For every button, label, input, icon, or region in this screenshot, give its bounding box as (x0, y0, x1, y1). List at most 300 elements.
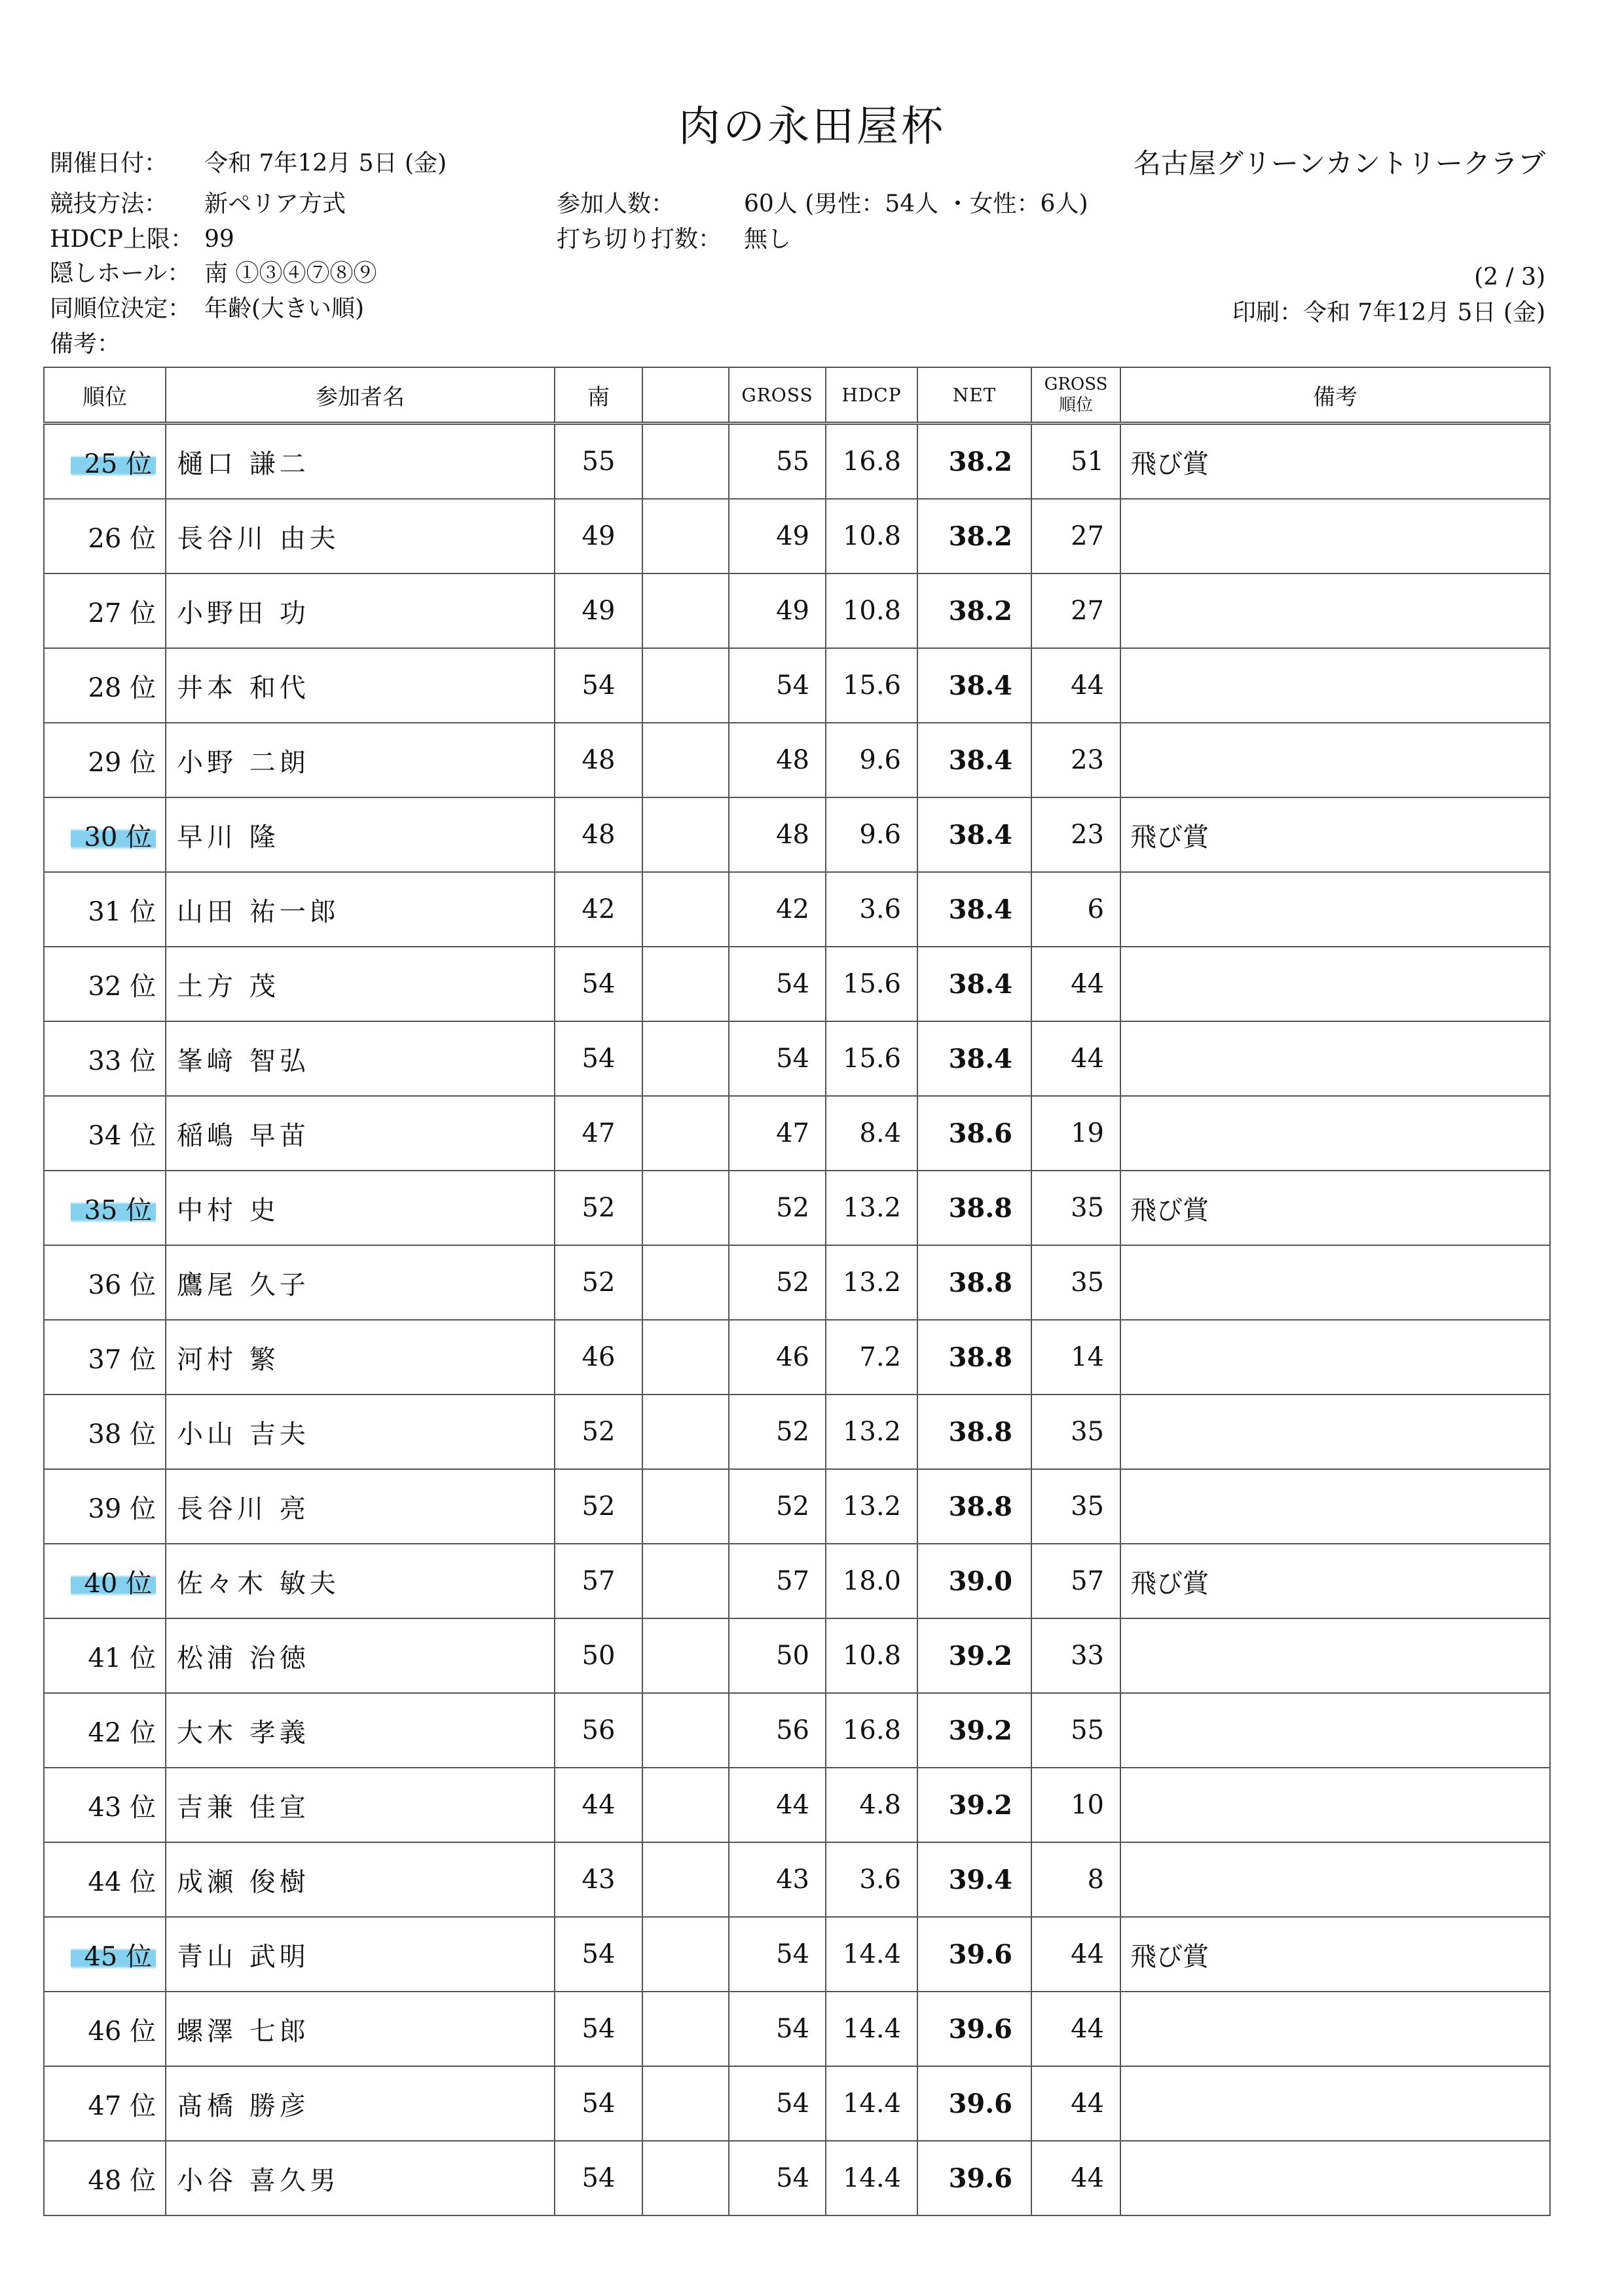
table-row (44, 1469, 1550, 1544)
net-cell: 38.4 (917, 723, 1031, 797)
rank-cell (44, 1544, 166, 1618)
rank-text-highlighted: 25 位 (71, 449, 156, 479)
rank-text: 41 位 (88, 1643, 156, 1673)
gross-cell: 52 (729, 1245, 826, 1320)
method-line (50, 190, 346, 219)
gross-rank-cell: 55 (1031, 1693, 1120, 1768)
rank-text-highlighted: 45 位 (71, 1942, 156, 1972)
blank-cell (642, 1768, 729, 1842)
header-net: NET (917, 367, 1031, 424)
table-row (44, 1842, 1550, 1917)
net-cell: 38.4 (917, 1021, 1031, 1096)
table-row (44, 574, 1550, 648)
table-row (44, 648, 1550, 723)
remarks-cell: 飛び賞 (1120, 1917, 1550, 1992)
hdcp-cell: 18.0 (826, 1544, 917, 1618)
remarks-cell (1120, 1021, 1550, 1096)
blank-cell (642, 1320, 729, 1394)
rank-text: 36 位 (88, 1269, 156, 1300)
table-row (44, 2066, 1550, 2141)
table-row (44, 797, 1550, 872)
table-row (44, 1021, 1550, 1096)
gross-cell: 49 (729, 574, 826, 648)
name-cell: 長谷川 亮 (166, 1469, 555, 1544)
blank-cell (642, 1245, 729, 1320)
south-score-cell: 49 (555, 499, 642, 574)
table-row (44, 424, 1550, 500)
gross-cell: 57 (729, 1544, 826, 1618)
south-score-cell: 44 (555, 1768, 642, 1842)
blank-cell (642, 499, 729, 574)
remarks-line (50, 330, 120, 359)
blank-cell (642, 1842, 729, 1917)
table-row (44, 1992, 1550, 2066)
net-cell: 38.8 (917, 1171, 1031, 1245)
net-cell: 39.6 (917, 2066, 1031, 2141)
rank-cell (44, 1693, 166, 1768)
blank-cell (642, 1096, 729, 1171)
hdcp-cell: 13.2 (826, 1469, 917, 1544)
rank-text-highlighted: 30 位 (71, 822, 156, 852)
hdcp-cell: 14.4 (826, 1917, 917, 1992)
gross-cell: 42 (729, 872, 826, 947)
name-cell: 髙橋 勝彦 (166, 2066, 555, 2141)
gross-cell: 55 (729, 424, 826, 500)
table-row (44, 499, 1550, 574)
blank-cell (642, 1917, 729, 1992)
rank-cell (44, 424, 166, 500)
remarks-cell (1120, 947, 1550, 1021)
rank-text: 33 位 (88, 1046, 156, 1076)
remarks-cell (1120, 1320, 1550, 1394)
gross-rank-cell: 27 (1031, 499, 1120, 574)
rank-text: 29 位 (88, 747, 156, 778)
blank-cell (642, 424, 729, 500)
south-score-cell: 55 (555, 424, 642, 500)
gross-cell: 52 (729, 1171, 826, 1245)
table-row (44, 1171, 1550, 1245)
table-row (44, 1320, 1550, 1394)
south-score-cell: 54 (555, 1021, 642, 1096)
gross-rank-cell: 44 (1031, 1021, 1120, 1096)
remarks-cell (1120, 1469, 1550, 1544)
hdcp-cell: 3.6 (826, 1842, 917, 1917)
remarks-cell (1120, 1768, 1550, 1842)
hdcp-cell: 14.4 (826, 1992, 917, 2066)
gross-cell: 43 (729, 1842, 826, 1917)
blank-cell (642, 648, 729, 723)
hdcp-value: 99 (204, 226, 234, 253)
rank-text-highlighted: 35 位 (71, 1195, 156, 1226)
blank-cell (642, 1992, 729, 2066)
remarks-cell: 飛び賞 (1120, 1171, 1550, 1245)
gross-rank-cell: 14 (1031, 1320, 1120, 1394)
net-cell: 38.4 (917, 872, 1031, 947)
rank-cell (44, 947, 166, 1021)
net-cell: 39.4 (917, 1842, 1031, 1917)
rank-text: 47 位 (88, 2090, 156, 2121)
rank-text: 38 位 (88, 1419, 156, 1449)
south-score-cell: 43 (555, 1842, 642, 1917)
hdcp-cell: 15.6 (826, 1021, 917, 1096)
table-row (44, 1768, 1550, 1842)
hdcp-cell: 16.8 (826, 424, 917, 500)
rank-text: 27 位 (88, 598, 156, 629)
rank-cell (44, 1469, 166, 1544)
blank-cell (642, 1618, 729, 1693)
gross-cell: 47 (729, 1096, 826, 1171)
south-score-cell: 54 (555, 2066, 642, 2141)
rank-text: 42 位 (88, 1717, 156, 1748)
gross-cell: 56 (729, 1693, 826, 1768)
table-row (44, 1618, 1550, 1693)
rank-text-highlighted: 40 位 (71, 1569, 156, 1599)
rank-text: 44 位 (88, 1867, 156, 1897)
gross-rank-cell: 6 (1031, 872, 1120, 947)
blank-cell (642, 797, 729, 872)
rank-cell (44, 1021, 166, 1096)
net-cell: 39.2 (917, 1693, 1031, 1768)
rank-cell (44, 1917, 166, 1992)
remarks-cell (1120, 872, 1550, 947)
name-cell: 峯﨑 智弘 (166, 1021, 555, 1096)
name-cell: 稲嶋 早苗 (166, 1096, 555, 1171)
tie-label: 同順位決定： (50, 295, 192, 322)
hdcp-cell: 10.8 (826, 499, 917, 574)
header-blank (642, 367, 729, 424)
south-score-cell: 52 (555, 1171, 642, 1245)
gross-cell: 54 (729, 947, 826, 1021)
remarks-cell (1120, 2141, 1550, 2215)
name-cell: 山田 祐一郎 (166, 872, 555, 947)
net-cell: 38.4 (917, 648, 1031, 723)
rank-text: 43 位 (88, 1792, 156, 1823)
hdcp-cell: 16.8 (826, 1693, 917, 1768)
net-cell: 38.2 (917, 499, 1031, 574)
table-row (44, 723, 1550, 797)
tie-line (50, 295, 364, 323)
south-score-cell: 54 (555, 2141, 642, 2215)
net-cell: 39.6 (917, 2141, 1031, 2215)
south-score-cell: 46 (555, 1320, 642, 1394)
net-cell: 38.6 (917, 1096, 1031, 1171)
name-cell: 小野田 功 (166, 574, 555, 648)
blank-cell (642, 723, 729, 797)
rank-text: 48 位 (88, 2165, 156, 2196)
rank-cell (44, 797, 166, 872)
south-score-cell: 54 (555, 947, 642, 1021)
remarks-cell (1120, 1096, 1550, 1171)
header-rank: 順位 (44, 367, 166, 424)
rank-cell (44, 2066, 166, 2141)
gross-cell: 50 (729, 1618, 826, 1693)
remarks-cell (1120, 574, 1550, 648)
gross-rank-cell: 51 (1031, 424, 1120, 500)
gross-rank-cell: 44 (1031, 947, 1120, 1021)
south-score-cell: 54 (555, 1992, 642, 2066)
gross-cell: 52 (729, 1469, 826, 1544)
remarks-cell: 飛び賞 (1120, 797, 1550, 872)
rank-cell (44, 648, 166, 723)
south-score-cell: 56 (555, 1693, 642, 1768)
name-cell: 鷹尾 久子 (166, 1245, 555, 1320)
net-cell: 39.0 (917, 1544, 1031, 1618)
hdcp-cell: 13.2 (826, 1394, 917, 1469)
gross-cell: 54 (729, 648, 826, 723)
net-cell: 38.4 (917, 947, 1031, 1021)
gross-rank-cell: 44 (1031, 1917, 1120, 1992)
remarks-cell (1120, 648, 1550, 723)
name-cell: 大木 孝義 (166, 1693, 555, 1768)
name-cell: 吉兼 佳宣 (166, 1768, 555, 1842)
results-table (43, 367, 1551, 2216)
remarks-cell (1120, 1394, 1550, 1469)
remarks-cell: 飛び賞 (1120, 424, 1550, 500)
blank-cell (642, 872, 729, 947)
rank-text: 37 位 (88, 1344, 156, 1375)
table-row (44, 872, 1550, 947)
gross-cell: 54 (729, 1917, 826, 1992)
cutoff-label: 打ち切り打数： (557, 226, 722, 253)
south-score-cell: 48 (555, 797, 642, 872)
hdcp-label: HDCP上限： (50, 226, 194, 253)
rank-cell (44, 1992, 166, 2066)
name-cell: 小山 吉夫 (166, 1394, 555, 1469)
remarks-cell (1120, 723, 1550, 797)
participants-line (557, 190, 1088, 219)
net-cell: 38.8 (917, 1469, 1031, 1544)
net-cell: 38.2 (917, 574, 1031, 648)
rank-cell (44, 1842, 166, 1917)
method-value: 新ペリア方式 (204, 191, 346, 217)
tie-value: 年齢(大きい順) (204, 295, 365, 322)
south-score-cell: 54 (555, 1917, 642, 1992)
gross-rank-cell: 44 (1031, 2141, 1120, 2215)
rank-text: 34 位 (88, 1120, 156, 1151)
rank-cell (44, 872, 166, 947)
rank-cell (44, 1245, 166, 1320)
gross-rank-cell: 35 (1031, 1171, 1120, 1245)
date-value: 令和 7年12月 5日 (金) (204, 150, 447, 177)
remarks-cell (1120, 1992, 1550, 2066)
header-gross-rank-top: GROSS (1044, 374, 1108, 394)
gross-rank-cell: 8 (1031, 1842, 1120, 1917)
net-cell: 39.2 (917, 1768, 1031, 1842)
blank-cell (642, 1021, 729, 1096)
header-south: 南 (555, 367, 642, 424)
name-cell: 土方 茂 (166, 947, 555, 1021)
hdcp-cell: 9.6 (826, 723, 917, 797)
blank-cell (642, 947, 729, 1021)
rank-cell (44, 499, 166, 574)
gross-rank-cell: 23 (1031, 723, 1120, 797)
header-gross: GROSS (729, 367, 826, 424)
cutoff-line (557, 225, 791, 254)
name-cell: 河村 繁 (166, 1320, 555, 1394)
gross-rank-cell: 44 (1031, 1992, 1120, 2066)
rank-text: 26 位 (88, 523, 156, 554)
rank-text: 32 位 (88, 971, 156, 1002)
remarks-cell (1120, 1842, 1550, 1917)
header-gross-rank-bottom: 順位 (1058, 395, 1093, 415)
gross-rank-cell: 10 (1031, 1768, 1120, 1842)
hdcp-cell: 3.6 (826, 872, 917, 947)
south-score-cell: 52 (555, 1394, 642, 1469)
rank-text: 39 位 (88, 1493, 156, 1524)
gross-rank-cell: 19 (1031, 1096, 1120, 1171)
table-row (44, 1245, 1550, 1320)
rank-cell (44, 1096, 166, 1171)
south-score-cell: 54 (555, 648, 642, 723)
gross-cell: 54 (729, 1992, 826, 2066)
hidden-holes-label: 隠しホール： (50, 260, 191, 287)
south-score-cell: 48 (555, 723, 642, 797)
hdcp-cell: 10.8 (826, 574, 917, 648)
hdcp-cell: 7.2 (826, 1320, 917, 1394)
header-gross-rank (1031, 367, 1120, 424)
gross-rank-cell: 35 (1031, 1469, 1120, 1544)
hdcp-cell: 13.2 (826, 1171, 917, 1245)
gross-rank-cell: 44 (1031, 648, 1120, 723)
name-cell: 小野 二朗 (166, 723, 555, 797)
gross-cell: 46 (729, 1320, 826, 1394)
participants-label: 参加人数： (557, 191, 675, 217)
header-remarks: 備考 (1120, 367, 1550, 424)
name-cell: 井本 和代 (166, 648, 555, 723)
remarks-cell (1120, 1245, 1550, 1320)
name-cell: 青山 武明 (166, 1917, 555, 1992)
remarks-cell (1120, 2066, 1550, 2141)
gross-rank-cell: 57 (1031, 1544, 1120, 1618)
hdcp-cell: 10.8 (826, 1618, 917, 1693)
hdcp-cell: 4.8 (826, 1768, 917, 1842)
south-score-cell: 50 (555, 1618, 642, 1693)
rank-cell (44, 723, 166, 797)
blank-cell (642, 2141, 729, 2215)
blank-cell (642, 1469, 729, 1544)
header-name: 参加者名 (166, 367, 555, 424)
rank-text: 31 位 (88, 896, 156, 927)
blank-cell (642, 2066, 729, 2141)
participants-value: 60人 (男性：54人 ・女性：6人) (744, 191, 1088, 217)
rank-cell (44, 574, 166, 648)
hdcp-cell: 14.4 (826, 2141, 917, 2215)
net-cell: 38.8 (917, 1394, 1031, 1469)
name-cell: 中村 史 (166, 1171, 555, 1245)
name-cell: 成瀬 俊樹 (166, 1842, 555, 1917)
gross-cell: 54 (729, 2066, 826, 2141)
table-row (44, 1096, 1550, 1171)
gross-cell: 54 (729, 1021, 826, 1096)
net-cell: 38.8 (917, 1245, 1031, 1320)
hidden-holes-value: 南 ①③④⑦⑧⑨ (204, 260, 377, 287)
gross-cell: 44 (729, 1768, 826, 1842)
gross-cell: 54 (729, 2141, 826, 2215)
gross-rank-cell: 35 (1031, 1394, 1120, 1469)
gross-rank-cell: 44 (1031, 2066, 1120, 2141)
blank-cell (642, 1394, 729, 1469)
south-score-cell: 42 (555, 872, 642, 947)
net-cell: 39.6 (917, 1917, 1031, 1992)
rank-cell (44, 1320, 166, 1394)
rank-cell (44, 1171, 166, 1245)
net-cell: 39.6 (917, 1992, 1031, 2066)
print-line (1232, 299, 1545, 327)
name-cell: 小谷 喜久男 (166, 2141, 555, 2215)
name-cell: 松浦 治徳 (166, 1618, 555, 1693)
gross-rank-cell: 35 (1031, 1245, 1120, 1320)
hdcp-cell: 15.6 (826, 648, 917, 723)
hdcp-cell: 15.6 (826, 947, 917, 1021)
club-name: 名古屋グリーンカントリークラブ (1133, 147, 1545, 179)
gross-cell: 48 (729, 723, 826, 797)
header-hdcp: HDCP (826, 367, 917, 424)
gross-rank-cell: 27 (1031, 574, 1120, 648)
date-line (50, 149, 447, 178)
gross-rank-cell: 33 (1031, 1618, 1120, 1693)
gross-cell: 49 (729, 499, 826, 574)
gross-rank-cell: 23 (1031, 797, 1120, 872)
print-value: 令和 7年12月 5日 (金) (1302, 299, 1545, 326)
name-cell: 樋口 謙二 (166, 424, 555, 500)
rank-text: 46 位 (88, 2016, 156, 2047)
table-body (44, 424, 1550, 2216)
rank-text: 28 位 (88, 672, 156, 703)
blank-cell (642, 1544, 729, 1618)
name-cell: 長谷川 由夫 (166, 499, 555, 574)
table-header-row (44, 367, 1550, 424)
table-row (44, 947, 1550, 1021)
south-score-cell: 57 (555, 1544, 642, 1618)
south-score-cell: 49 (555, 574, 642, 648)
hdcp-cell: 9.6 (826, 797, 917, 872)
net-cell: 38.2 (917, 424, 1031, 500)
page-indicator: (2 / 3) (1474, 264, 1545, 291)
south-score-cell: 47 (555, 1096, 642, 1171)
hdcp-cell: 8.4 (826, 1096, 917, 1171)
net-cell: 39.2 (917, 1618, 1031, 1693)
method-label: 競技方法： (50, 191, 168, 217)
name-cell: 佐々木 敏夫 (166, 1544, 555, 1618)
hidden-holes-line (50, 259, 377, 288)
hdcp-line (50, 225, 234, 254)
table-row (44, 1917, 1550, 1992)
gross-cell: 48 (729, 797, 826, 872)
table-row (44, 2141, 1550, 2215)
table-row (44, 1544, 1550, 1618)
remarks-cell (1120, 1618, 1550, 1693)
table-row (44, 1693, 1550, 1768)
blank-cell (642, 1693, 729, 1768)
print-label: 印刷： (1232, 299, 1303, 326)
gross-cell: 52 (729, 1394, 826, 1469)
name-cell: 早川 隆 (166, 797, 555, 872)
blank-cell (642, 1171, 729, 1245)
rank-cell (44, 1394, 166, 1469)
date-label: 開催日付： (50, 150, 168, 177)
net-cell: 38.8 (917, 1320, 1031, 1394)
remarks-cell (1120, 1693, 1550, 1768)
name-cell: 螺澤 七郎 (166, 1992, 555, 2066)
blank-cell (642, 574, 729, 648)
south-score-cell: 52 (555, 1245, 642, 1320)
remarks-cell: 飛び賞 (1120, 1544, 1550, 1618)
rank-cell (44, 2141, 166, 2215)
page-title: 肉の永田屋杯 (678, 103, 946, 151)
hdcp-cell: 14.4 (826, 2066, 917, 2141)
remarks-cell (1120, 499, 1550, 574)
cutoff-value: 無し (744, 226, 792, 253)
